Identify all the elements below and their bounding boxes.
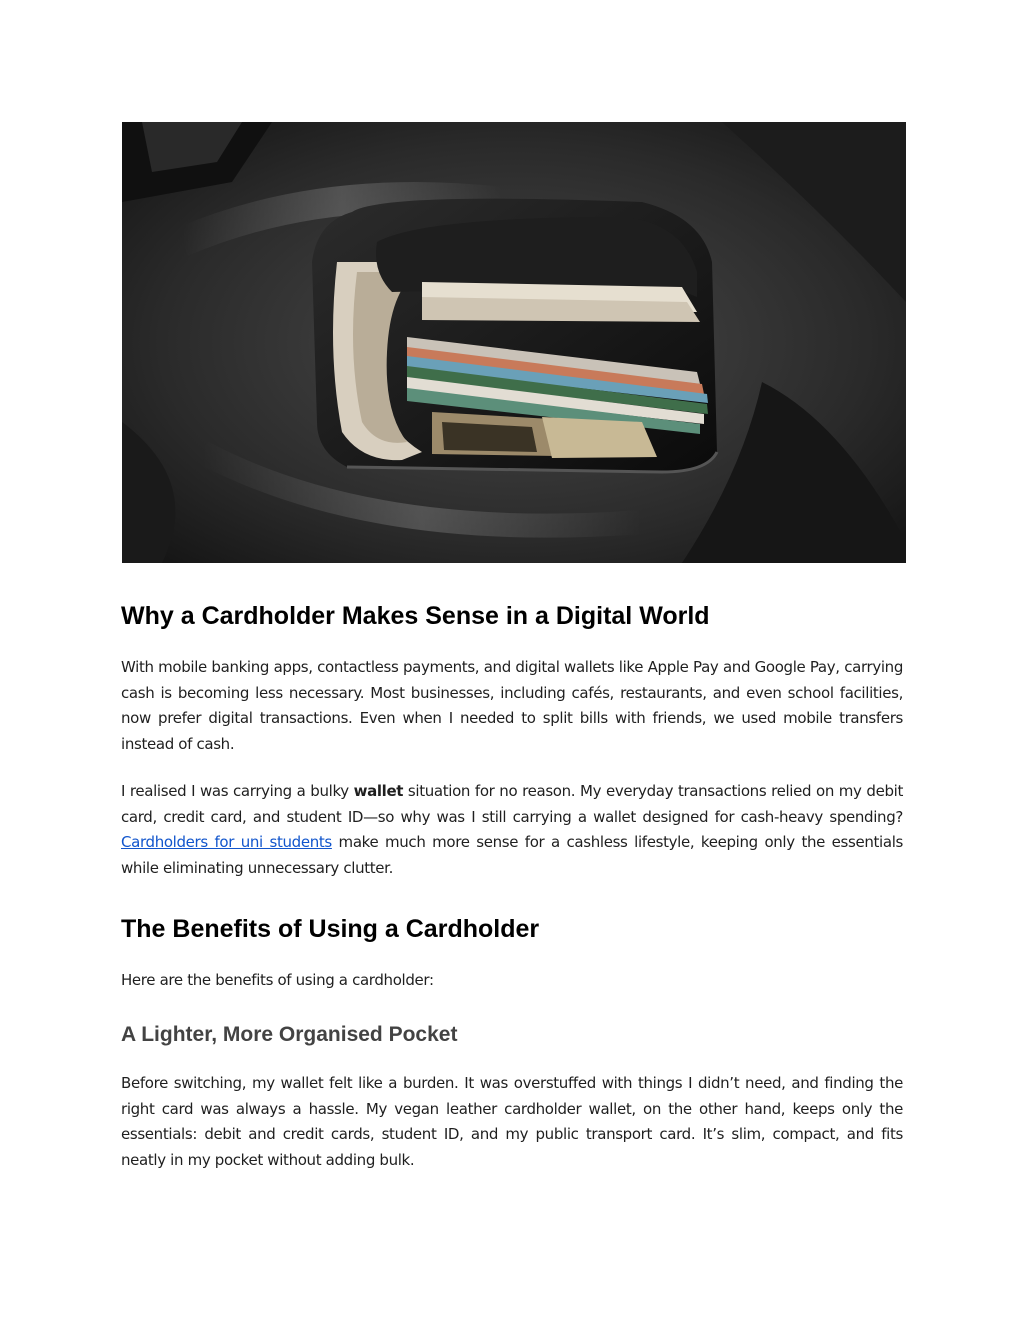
overstuffed-wallet-photo	[122, 122, 906, 563]
paragraph-lighter-pocket	[121, 1071, 903, 1174]
section-heading: Why a Cardholder Makes Sense in a Digital World	[121, 602, 710, 630]
text-run: situation for no reason. My everyday transactions relied on my debit card, credit card, and student ID—so why was I still carrying a wallet designed for cash-heavy spending?	[121, 782, 903, 826]
body-paragraph	[121, 779, 903, 882]
section-digital-world	[121, 601, 903, 631]
section-benefits	[121, 914, 903, 944]
wallet-illustration	[122, 122, 906, 563]
paragraph-benefits-intro	[121, 968, 903, 994]
paragraph-bulky-wallet	[121, 779, 903, 882]
body-paragraph: Here are the benefits of using a cardholder:	[121, 971, 434, 989]
text-run: I realised I was carrying a bulky	[121, 782, 354, 800]
body-paragraph: With mobile banking apps, contactless payments, and digital wallets like Apple Pay and Google Pay, carrying cash is becoming less necessary. Most businesses, including cafés, restaurants, and even school facilities, now prefer digital transactions. Even when I needed to split bills with friends, we used mobile transfers instead of cash.	[121, 658, 903, 754]
body-paragraph: Before switching, my wallet felt like a burden. It was overstuffed with things I didn’t need, and finding the right card was always a hassle. My vegan leather cardholder wallet, on the other hand, keeps only the essentials: debit and credit cards, student ID, and my public transport card. It’s slim, compact, and fits neatly in my pocket without adding bulk.	[121, 1074, 903, 1170]
paragraph-digital-payments	[121, 655, 903, 758]
subsection-heading: A Lighter, More Organised Pocket	[121, 1023, 458, 1046]
bold-keyword-wallet: wallet	[353, 782, 404, 800]
section-heading: The Benefits of Using a Cardholder	[121, 915, 540, 943]
subsection-lighter-pocket	[121, 1022, 903, 1048]
text-run: make much more sense for a cashless lifestyle, keeping only the essentials while eliminating unnecessary clutter.	[121, 833, 903, 878]
cardholders-link[interactable]: Cardholders for uni students	[121, 833, 332, 852]
